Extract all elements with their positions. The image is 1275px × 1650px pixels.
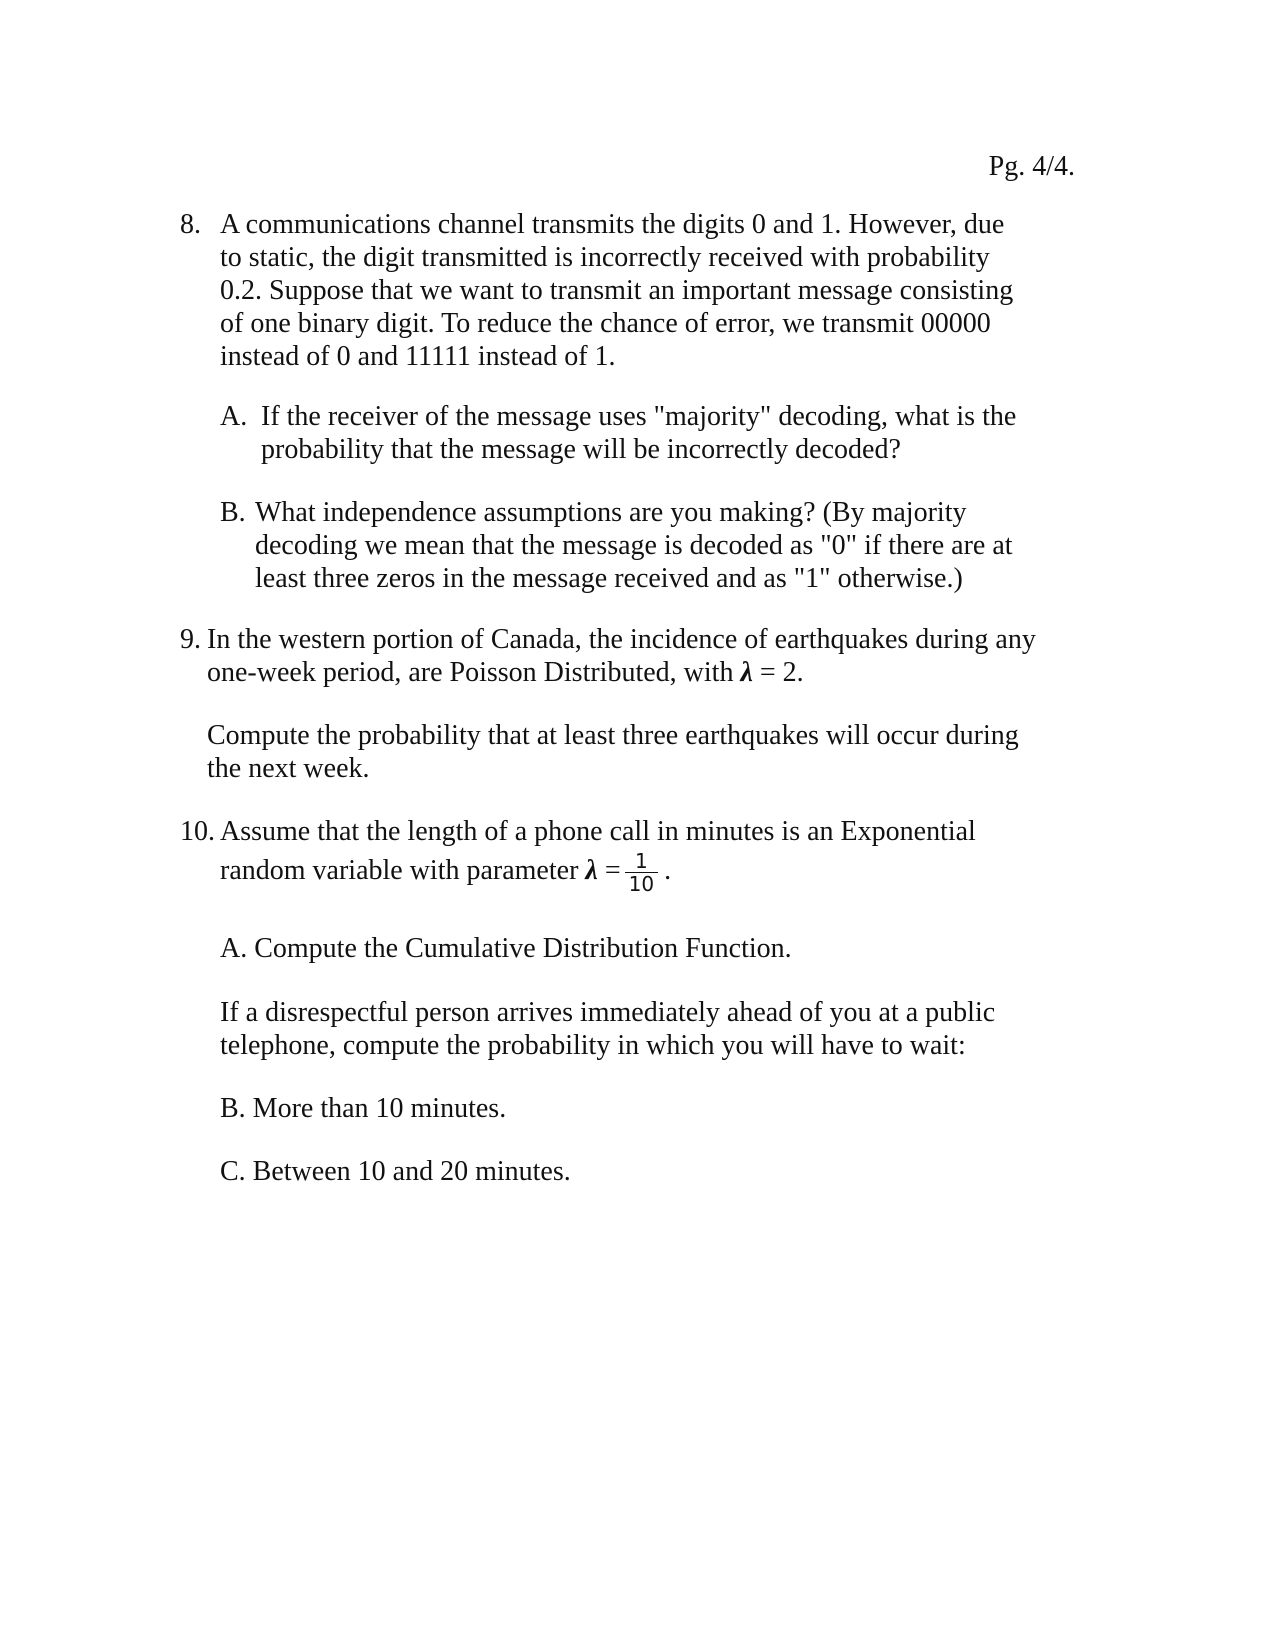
fraction-denominator: 10 xyxy=(628,872,655,897)
fraction-numerator: 1 xyxy=(625,850,658,873)
q9-compute-line: Compute the probability that at least three earthquakes will occur during xyxy=(207,720,1019,751)
question-8-text xyxy=(220,208,1013,373)
equals-sign: = xyxy=(597,855,621,886)
page-number: Pg. 4/4. xyxy=(988,151,1075,182)
q9-line: In the western portion of Canada, the incidence of earthquakes during any xyxy=(207,624,1036,655)
q8-line: 0.2. Suppose that we want to transmit an important message consisting xyxy=(220,275,1014,306)
question-10-number: 10. xyxy=(180,816,215,847)
q8-line: of one binary digit. To reduce the chance of error, we transmit 00000 xyxy=(220,308,991,339)
q9-line-lambda xyxy=(207,656,1036,689)
q8b-line: least three zeros in the message received and as "1" otherwise.) xyxy=(255,563,963,594)
q9-line2-prefix: one-week period, are Poisson Distributed, with xyxy=(207,657,741,688)
fraction xyxy=(625,850,658,895)
question-10-text xyxy=(220,815,976,848)
q10-line: Assume that the length of a phone call in minutes is an Exponential xyxy=(220,816,976,847)
question-10-lambda-line xyxy=(220,846,671,896)
question-9-text xyxy=(207,623,1036,689)
question-8a-label: A. xyxy=(220,401,248,432)
fraction-period: . xyxy=(664,855,672,886)
q8-line: instead of 0 and 11111 instead of 1. xyxy=(220,341,616,372)
question-9-compute xyxy=(207,719,1019,785)
q9-line2-suffix: = 2. xyxy=(752,657,804,688)
q10-line2-prefix: random variable with parameter xyxy=(220,855,586,886)
lambda-symbol: λ xyxy=(585,855,598,886)
question-10a: A. Compute the Cumulative Distribution Function. xyxy=(220,933,792,964)
question-10c: C. Between 10 and 20 minutes. xyxy=(220,1156,571,1187)
q8b-line: What independence assumptions are you making? (By majority xyxy=(255,497,967,528)
q10-intro-line: telephone, compute the probability in which you will have to wait: xyxy=(220,1030,966,1061)
q10-intro-line: If a disrespectful person arrives immediately ahead of you at a public xyxy=(220,997,996,1028)
question-8-number: 8. xyxy=(180,209,201,240)
question-10b: B. More than 10 minutes. xyxy=(220,1093,507,1124)
question-8a-text xyxy=(261,400,1016,466)
question-9-number: 9. xyxy=(180,624,201,655)
question-8b-label: B. xyxy=(220,497,246,528)
q8a-line: If the receiver of the message uses "majority" decoding, what is the xyxy=(261,401,1017,432)
lambda-symbol: λ xyxy=(740,657,753,688)
q8a-line: probability that the message will be incorrectly decoded? xyxy=(261,434,901,465)
q8-line: A communications channel transmits the digits 0 and 1. However, due xyxy=(220,209,1005,240)
q9-compute-line: the next week. xyxy=(207,753,370,784)
q8b-line: decoding we mean that the message is decoded as "0" if there are at xyxy=(255,530,1013,561)
q8-line: to static, the digit transmitted is incorrectly received with probability xyxy=(220,242,990,273)
question-10-intro xyxy=(220,996,995,1062)
question-8b-text xyxy=(255,496,1013,595)
